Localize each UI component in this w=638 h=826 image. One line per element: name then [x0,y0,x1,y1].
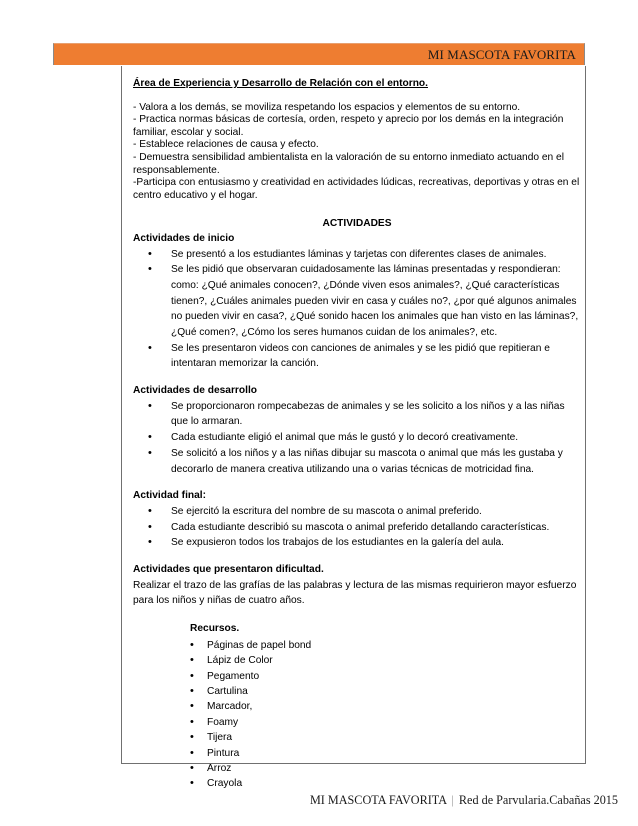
resource-item: • Tijera [190,730,581,745]
desarrollo-list [133,399,581,478]
objectives-list [133,102,581,203]
resource-item: • Marcador, [190,699,581,714]
section-title-desarrollo: Actividades de desarrollo [133,385,257,397]
area-heading: Área de Experiencia y Desarrollo de Relación con el entorno. [133,78,428,89]
objective-item: -Participa con entusiasmo y creatividad en actividades lúdicas, recreativas, deportivas y otras en el centro educativo y el hogar. [133,177,580,201]
final-list [133,504,581,551]
objective-item: - Demuestra sensibilidad ambientalista en la valoración de su entorno inmediato actuando en el responsablemente. [133,151,564,176]
activities-title: ACTIVIDADES [322,218,392,230]
footer-separator: | [451,793,454,807]
resource-item: • Crayola [190,776,581,791]
list-item: • Se les pidió que observaran cuidadosamente las láminas presentadas y respondieran: como: ¿Qué animales conocen?, ¿Dónde viven esos animales?, ¿Qué características tienen?, ¿Cuáles animales pueden vivir en casa y cuáles no?, ¿por qué algunos animales no pueden vivir en casa?, ¿Qué sonido hacen los animales que han visto en las láminas?, ¿Qué comen?, ¿Cómo los seres humanos cuidan de los animales?, etc. [133,262,581,341]
resource-item: • Cartulina [190,684,581,699]
section-title-inicio: Actividades de inicio [133,232,235,244]
resource-item: • Páginas de papel bond [190,638,581,653]
resource-item: • Lápiz de Color [190,653,581,668]
header-title: MI MASCOTA FAVORITA [427,47,576,62]
objective-item: - Establece relaciones de causa y efecto. [133,139,319,151]
section-title-dificultad: Actividades que presentaron dificultad. [133,563,324,575]
list-item: • Cada estudiante eligió el animal que más le gustó y lo decoró creativamente. [133,430,581,446]
section-title-final: Actividad final: [133,490,207,502]
resources-block [190,621,581,792]
list-item: • Cada estudiante describió su mascota o animal preferido detallando características. [133,520,581,536]
footer-title: MI MASCOTA FAVORITA [309,793,447,807]
resource-item: • Pintura [190,746,581,761]
header-bar [53,43,585,65]
list-item: • Se ejercitó la escritura del nombre de su mascota o animal preferido. [133,504,581,520]
list-item: • Se solicitó a los niños y a las niñas dibujar su mascota o animal que más les gustaba y decorarlo de manera creativa utilizando una o varias técnicas de motricidad fina. [133,446,581,477]
footer-credit: Red de Parvularia.Cabañas 2015 [458,793,618,807]
resources-list [190,638,581,792]
page-footer [310,793,618,808]
objective-item: - Practica normas básicas de cortesía, orden, respeto y aprecio por los demás en la integración familiar, escolar y social. [133,114,564,138]
list-item: • Se expusieron todos los trabajos de los estudiantes en la galería del aula. [133,535,581,551]
list-item: • Se proporcionaron rompecabezas de animales y se les solicito a los niños y a las niñas que lo armaran. [133,399,581,430]
list-item: • Se presentó a los estudiantes láminas y tarjetas con diferentes clases de animales. [133,247,581,263]
resources-title: Recursos. [190,622,240,634]
objective-item: - Valora a los demás, se moviliza respetando los espacios y elementos de su entorno. [133,101,521,113]
inicio-list [133,247,581,373]
resource-item: • Arroz [190,761,581,776]
document-body [133,78,581,792]
resource-item: • Pegamento [190,669,581,684]
dificultad-text: Realizar el trazo de las grafías de las palabras y lectura de las mismas requirieron mayor esfuerzo para los niños y niñas de cuatro años. [133,579,577,607]
resource-item: • Foamy [190,715,581,730]
list-item: • Se les presentaron videos con canciones de animales y se les pidió que repitieran e intentaran memorizar la canción. [133,341,581,372]
